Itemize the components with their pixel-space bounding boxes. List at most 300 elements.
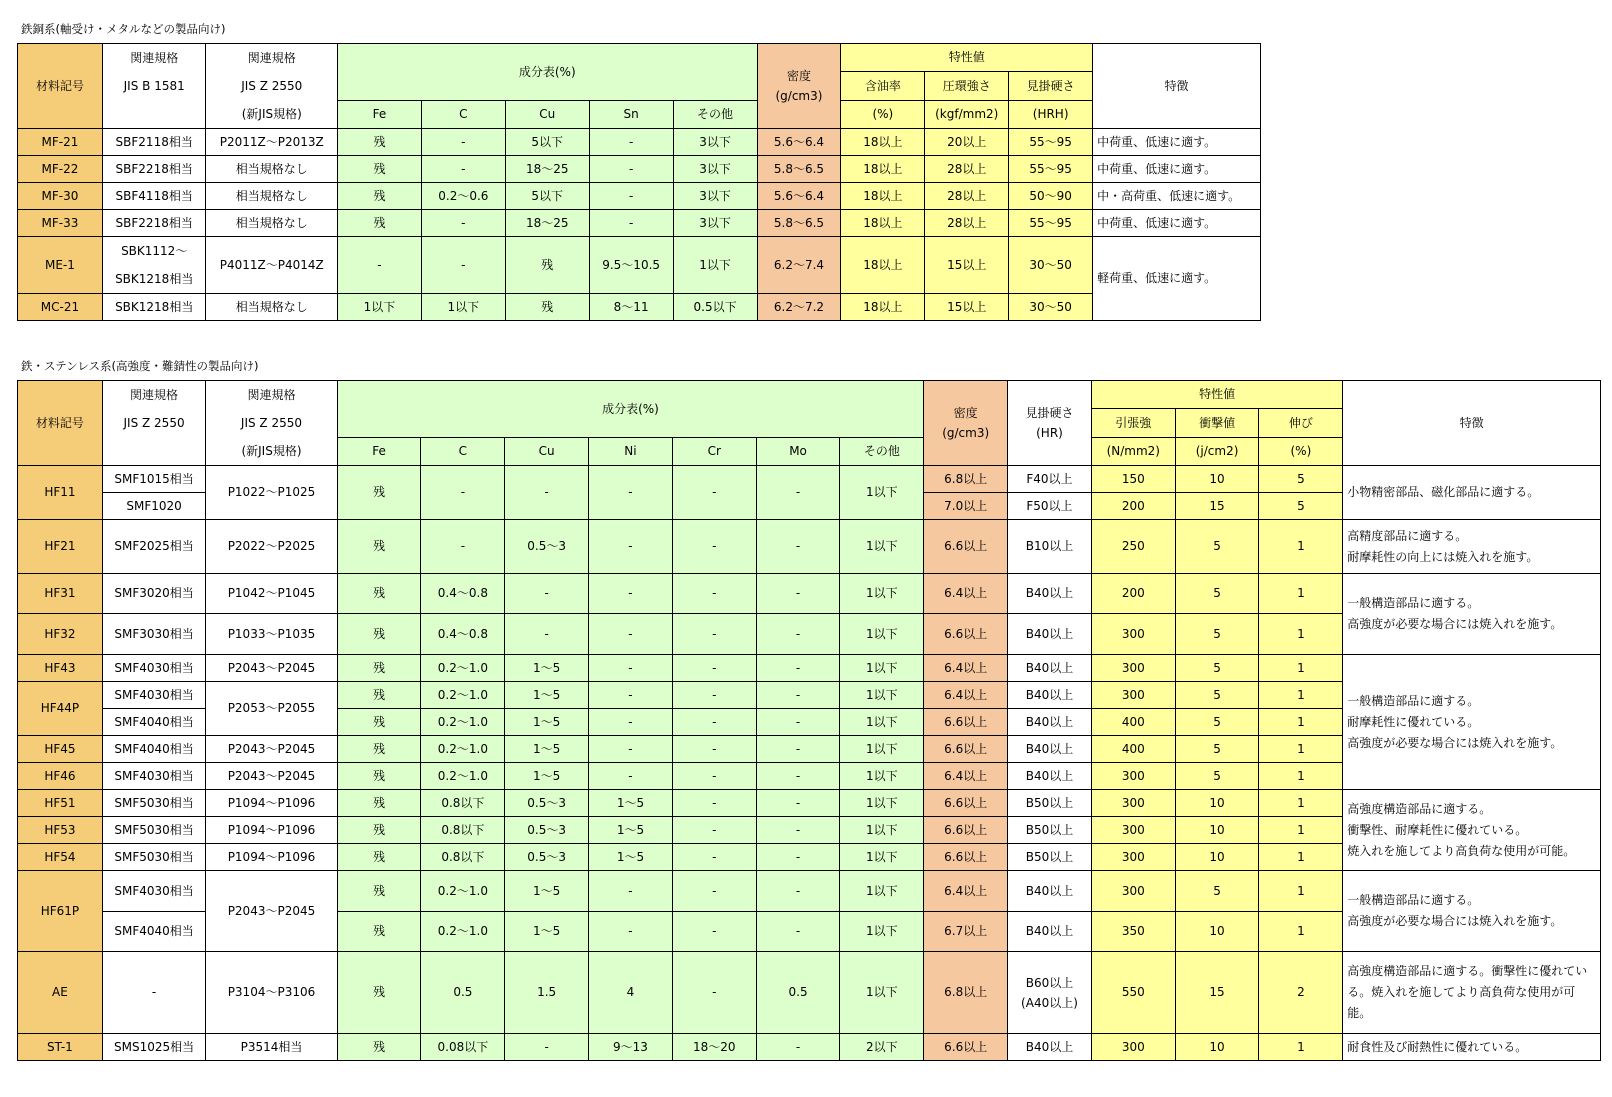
material-code: HF54 xyxy=(18,844,103,871)
std2-cell: P1022～P1025 xyxy=(206,466,337,520)
comp-cell: 0.2～1.0 xyxy=(421,912,505,952)
comp-cell: 1以下 xyxy=(840,763,924,790)
comp-cell: 0.2～1.0 xyxy=(421,871,505,912)
density-cell: 6.7以上 xyxy=(924,912,1008,952)
std2-cell: P1094～P1096 xyxy=(206,790,337,817)
prop-cell: 300 xyxy=(1091,817,1175,844)
prop-cell: 1 xyxy=(1259,817,1343,844)
comp-cell: 3以下 xyxy=(673,210,757,237)
comp-cell: - xyxy=(672,871,756,912)
std2-cell: P1033～P1035 xyxy=(206,614,337,655)
comp-cell: 0.8以下 xyxy=(421,844,505,871)
comp-cell: 9～13 xyxy=(589,1034,673,1061)
comp-cell: 残 xyxy=(337,520,421,574)
comp-cell: 1以下 xyxy=(840,682,924,709)
comp-col-header: C xyxy=(421,437,505,465)
comp-cell: - xyxy=(589,655,673,682)
table-row xyxy=(18,871,1601,912)
comp-cell: - xyxy=(505,466,589,520)
prop-cell: 15 xyxy=(1175,493,1259,520)
std2-cell: 相当規格なし xyxy=(206,156,338,183)
comp-cell: 1以下 xyxy=(421,294,505,321)
comp-cell: 0.5～3 xyxy=(505,817,589,844)
comp-cell: - xyxy=(589,912,673,952)
density-header: 密度 (g/cm3) xyxy=(924,381,1008,466)
comp-cell: - xyxy=(589,682,673,709)
comp-cell: 1～5 xyxy=(505,655,589,682)
comp-cell: - xyxy=(672,736,756,763)
std1-cell: SMF4030相当 xyxy=(102,763,205,790)
comp-cell: 9.5～10.5 xyxy=(589,237,673,294)
comp-cell: 残 xyxy=(337,1034,421,1061)
comp-cell: - xyxy=(756,655,840,682)
comp-cell: - xyxy=(756,1034,840,1061)
hardness-cell: B40以上 xyxy=(1008,736,1092,763)
table-row xyxy=(18,655,1601,682)
comp-cell: 2以下 xyxy=(840,1034,924,1061)
comp-cell: 0.2～1.0 xyxy=(421,682,505,709)
comp-cell: 残 xyxy=(338,183,422,210)
comp-cell: 1.5 xyxy=(505,952,589,1034)
density-cell: 5.8～6.5 xyxy=(757,156,841,183)
comp-cell: 1～5 xyxy=(505,736,589,763)
table-row xyxy=(18,156,1261,183)
comp-cell: 1以下 xyxy=(840,736,924,763)
prop-cell: 10 xyxy=(1175,912,1259,952)
comp-cell: - xyxy=(589,736,673,763)
density-cell: 6.4以上 xyxy=(924,871,1008,912)
comp-cell: 残 xyxy=(337,655,421,682)
prop-cell: 18以上 xyxy=(841,210,925,237)
comp-cell: - xyxy=(421,237,505,294)
std1-cell: SMF4030相当 xyxy=(102,682,205,709)
comp-cell: 0.2～1.0 xyxy=(421,655,505,682)
material-code: HF45 xyxy=(18,736,103,763)
hardness-cell: B50以上 xyxy=(1008,817,1092,844)
density-cell: 6.4以上 xyxy=(924,655,1008,682)
feature-cell: 中荷重、低速に適す。 xyxy=(1093,210,1261,237)
prop-cell: 1 xyxy=(1259,736,1343,763)
density-cell: 6.8以上 xyxy=(924,466,1008,493)
comp-cell: 残 xyxy=(505,237,589,294)
prop-cell: 10 xyxy=(1175,817,1259,844)
properties-header: 特性値 xyxy=(1091,381,1342,409)
comp-cell: - xyxy=(756,614,840,655)
feature-cell: 小物精密部品、磁化部品に適する。 xyxy=(1343,466,1601,520)
comp-cell: 残 xyxy=(337,709,421,736)
comp-cell: 0.5～3 xyxy=(505,790,589,817)
material-code: MF-21 xyxy=(18,129,103,156)
unit-label: (HRH) xyxy=(1009,100,1093,128)
prop-cell: 300 xyxy=(1091,1034,1175,1061)
comp-cell: 1以下 xyxy=(840,912,924,952)
table1-caption: 鉄銅系(軸受け・メタルなどの製品向け) xyxy=(21,22,226,36)
std2-cell: P3104～P3106 xyxy=(206,952,337,1034)
std2-cell: P2053～P2055 xyxy=(206,682,337,736)
comp-cell: - xyxy=(756,790,840,817)
comp-cell: 18～25 xyxy=(505,210,589,237)
comp-cell: 0.2～1.0 xyxy=(421,736,505,763)
hardness-cell: B40以上 xyxy=(1008,763,1092,790)
comp-cell: 0.5～3 xyxy=(505,844,589,871)
feature-cell: 高強度構造部品に適する。 衝撃性、耐摩耗性に優れている。 焼入れを施してより高負荷な使用が可能。 xyxy=(1343,790,1601,871)
comp-cell: 0.8以下 xyxy=(421,817,505,844)
comp-cell: 1～5 xyxy=(589,844,673,871)
density-cell: 5.6～6.4 xyxy=(757,183,841,210)
comp-cell: 残 xyxy=(338,129,422,156)
feature-cell: 耐食性及び耐熱性に優れている。 xyxy=(1343,1034,1601,1061)
prop-cell: 55～95 xyxy=(1009,129,1093,156)
comp-cell: 1～5 xyxy=(505,912,589,952)
prop-cell: 1 xyxy=(1259,1034,1343,1061)
std1-cell: SMF5030相当 xyxy=(102,844,205,871)
prop-cell: 20以上 xyxy=(925,129,1009,156)
hardness-cell: B40以上 xyxy=(1008,709,1092,736)
prop-cell: 400 xyxy=(1091,709,1175,736)
unit-label: (N/mm2) xyxy=(1091,437,1175,465)
hardness-cell: B40以上 xyxy=(1008,912,1092,952)
material-code: MF-30 xyxy=(18,183,103,210)
comp-cell: 残 xyxy=(337,871,421,912)
comp-cell: - xyxy=(756,466,840,520)
std2-cell: P2043～P2045 xyxy=(206,736,337,763)
comp-cell: - xyxy=(672,763,756,790)
std2-cell: P4011Z～P4014Z xyxy=(206,237,338,294)
density-cell: 6.6以上 xyxy=(924,1034,1008,1061)
density-cell: 6.8以上 xyxy=(924,952,1008,1034)
prop-cell: 1 xyxy=(1259,709,1343,736)
prop-cell: 550 xyxy=(1091,952,1175,1034)
hardness-header: 見掛硬さ (HR) xyxy=(1008,381,1092,466)
comp-cell: 0.2～0.6 xyxy=(421,183,505,210)
comp-cell: 5以下 xyxy=(505,183,589,210)
comp-cell: - xyxy=(756,574,840,614)
std1-cell: SMF1020 xyxy=(102,493,205,520)
comp-cell: - xyxy=(589,574,673,614)
comp-cell: 1以下 xyxy=(338,294,422,321)
feature-cell: 一般構造部品に適する。 高強度が必要な場合には焼入れを施す。 xyxy=(1343,574,1601,655)
comp-cell: - xyxy=(589,210,673,237)
comp-cell: 1以下 xyxy=(673,237,757,294)
comp-cell: - xyxy=(672,912,756,952)
hardness-cell: B40以上 xyxy=(1008,574,1092,614)
prop-cell: 300 xyxy=(1091,682,1175,709)
iron-stainless-table xyxy=(17,380,1601,1061)
hardness-cell: B40以上 xyxy=(1008,614,1092,655)
density-cell: 6.2～7.4 xyxy=(757,237,841,294)
comp-cell: - xyxy=(338,237,422,294)
comp-cell: - xyxy=(756,736,840,763)
std2-header: 関連規格 JIS Z 2550 (新JIS規格) xyxy=(206,44,338,129)
prop-cell: 18以上 xyxy=(841,129,925,156)
prop-cell: 300 xyxy=(1091,655,1175,682)
hardness-cell: B40以上 xyxy=(1008,1034,1092,1061)
feature-cell: 中・高荷重、低速に適す。 xyxy=(1093,183,1261,210)
comp-cell: 1～5 xyxy=(589,817,673,844)
feature-header: 特徴 xyxy=(1093,44,1261,129)
comp-col-header: Sn xyxy=(589,100,673,128)
hardness-header: 見掛硬さ xyxy=(1009,72,1093,100)
comp-cell: - xyxy=(672,952,756,1034)
comp-cell: 3以下 xyxy=(673,156,757,183)
material-code: MC-21 xyxy=(18,294,103,321)
comp-cell: 0.08以下 xyxy=(421,1034,505,1061)
unit-label: (j/cm2) xyxy=(1175,437,1259,465)
material-code: MF-33 xyxy=(18,210,103,237)
hardness-cell: B40以上 xyxy=(1008,655,1092,682)
impact-header: 衝撃値 xyxy=(1175,409,1259,437)
material-code: HF46 xyxy=(18,763,103,790)
unit-label: (kgf/mm2) xyxy=(925,100,1009,128)
material-code: HF31 xyxy=(18,574,103,614)
comp-cell: 1～5 xyxy=(505,871,589,912)
comp-cell: 残 xyxy=(337,614,421,655)
std2-cell: P2043～P2045 xyxy=(206,655,337,682)
table-row xyxy=(18,183,1261,210)
material-header: 材料記号 xyxy=(18,381,103,466)
comp-col-header: Fe xyxy=(337,437,421,465)
comp-cell: 0.2～1.0 xyxy=(421,709,505,736)
comp-cell: 1以下 xyxy=(840,574,924,614)
prop-cell: 5 xyxy=(1175,614,1259,655)
comp-cell: 0.5以下 xyxy=(673,294,757,321)
prop-cell: 1 xyxy=(1259,614,1343,655)
comp-cell: 1以下 xyxy=(840,790,924,817)
feature-cell: 軽荷重、低速に適す。 xyxy=(1093,237,1261,321)
comp-cell: 1以下 xyxy=(840,952,924,1034)
comp-cell: - xyxy=(589,183,673,210)
material-code: HF11 xyxy=(18,466,103,520)
comp-cell: 残 xyxy=(337,912,421,952)
std2-cell: 相当規格なし xyxy=(206,183,338,210)
prop-cell: 300 xyxy=(1091,871,1175,912)
material-code: HF61P xyxy=(18,871,103,952)
comp-cell: 残 xyxy=(337,817,421,844)
prop-cell: 300 xyxy=(1091,614,1175,655)
comp-cell: - xyxy=(589,709,673,736)
comp-col-header: Cu xyxy=(505,437,589,465)
prop-cell: 1 xyxy=(1259,844,1343,871)
prop-cell: 15以上 xyxy=(925,294,1009,321)
comp-cell: - xyxy=(589,466,673,520)
hardness-cell: F50以上 xyxy=(1008,493,1092,520)
material-code: HF44P xyxy=(18,682,103,736)
prop-cell: 200 xyxy=(1091,493,1175,520)
std1-cell: SMF4040相当 xyxy=(102,912,205,952)
comp-cell: 5以下 xyxy=(505,129,589,156)
comp-cell: - xyxy=(756,817,840,844)
table-row xyxy=(18,520,1601,574)
comp-cell: - xyxy=(505,614,589,655)
prop-cell: 55～95 xyxy=(1009,156,1093,183)
comp-col-header: C xyxy=(421,100,505,128)
feature-cell: 一般構造部品に適する。 高強度が必要な場合には焼入れを施す。 xyxy=(1343,871,1601,952)
density-cell: 6.6以上 xyxy=(924,709,1008,736)
density-cell: 6.6以上 xyxy=(924,736,1008,763)
comp-cell: 0.4～0.8 xyxy=(421,574,505,614)
prop-cell: 1 xyxy=(1259,871,1343,912)
std2-cell: 相当規格なし xyxy=(206,294,338,321)
comp-cell: - xyxy=(589,871,673,912)
prop-cell: 30～50 xyxy=(1009,237,1093,294)
std1-cell: SBK1218相当 xyxy=(102,294,206,321)
comp-cell: 残 xyxy=(337,466,421,520)
comp-cell: 残 xyxy=(337,763,421,790)
density-header: 密度 (g/cm3) xyxy=(757,44,841,129)
prop-cell: 1 xyxy=(1259,574,1343,614)
comp-cell: - xyxy=(672,574,756,614)
prop-cell: 5 xyxy=(1175,709,1259,736)
composition-header: 成分表(%) xyxy=(337,381,924,438)
prop-cell: 5 xyxy=(1175,763,1259,790)
comp-cell: 0.8以下 xyxy=(421,790,505,817)
prop-cell: 400 xyxy=(1091,736,1175,763)
table-row xyxy=(18,790,1601,817)
std1-cell: SMF1015相当 xyxy=(102,466,205,493)
table-row xyxy=(18,237,1261,294)
prop-cell: 300 xyxy=(1091,844,1175,871)
tensile-header: 引張強 xyxy=(1091,409,1175,437)
density-cell: 5.6～6.4 xyxy=(757,129,841,156)
std1-cell: SMF5030相当 xyxy=(102,790,205,817)
comp-cell: 残 xyxy=(338,210,422,237)
std1-cell: SMS1025相当 xyxy=(102,1034,205,1061)
comp-cell: 1～5 xyxy=(589,790,673,817)
std1-cell: SBF2218相当 xyxy=(102,210,206,237)
std2-cell: P1042～P1045 xyxy=(206,574,337,614)
comp-cell: 残 xyxy=(337,952,421,1034)
density-cell: 6.6以上 xyxy=(924,520,1008,574)
comp-cell: - xyxy=(589,520,673,574)
comp-cell: - xyxy=(421,466,505,520)
prop-cell: 5 xyxy=(1175,736,1259,763)
comp-cell: - xyxy=(421,210,505,237)
std1-cell: SMF4030相当 xyxy=(102,871,205,912)
comp-cell: - xyxy=(589,156,673,183)
comp-cell: 0.5 xyxy=(756,952,840,1034)
comp-cell: - xyxy=(756,763,840,790)
hardness-cell: B50以上 xyxy=(1008,844,1092,871)
comp-cell: - xyxy=(756,682,840,709)
table-row xyxy=(18,1034,1601,1061)
elongation-header: 伸び xyxy=(1259,409,1343,437)
comp-cell: - xyxy=(672,655,756,682)
comp-cell: 残 xyxy=(337,682,421,709)
prop-cell: 300 xyxy=(1091,790,1175,817)
prop-cell: 18以上 xyxy=(841,294,925,321)
comp-cell: - xyxy=(672,844,756,871)
prop-cell: 15 xyxy=(1175,952,1259,1034)
hardness-cell: B60以上 (A40以上) xyxy=(1008,952,1092,1034)
comp-cell: 1以下 xyxy=(840,466,924,520)
prop-cell: 50～90 xyxy=(1009,183,1093,210)
std1-cell: SBF2118相当 xyxy=(102,129,206,156)
comp-cell: 3以下 xyxy=(673,129,757,156)
std2-cell: P1094～P1096 xyxy=(206,844,337,871)
prop-cell: 5 xyxy=(1175,682,1259,709)
comp-cell: 1～5 xyxy=(505,682,589,709)
composition-header: 成分表(%) xyxy=(338,44,758,101)
std2-cell: P2043～P2045 xyxy=(206,763,337,790)
prop-cell: 10 xyxy=(1175,1034,1259,1061)
prop-cell: 1 xyxy=(1259,790,1343,817)
prop-cell: 250 xyxy=(1091,520,1175,574)
comp-cell: 3以下 xyxy=(673,183,757,210)
properties-header: 特性値 xyxy=(841,44,1093,72)
feature-cell: 高精度部品に適する。 耐摩耗性の向上には焼入れを施す。 xyxy=(1343,520,1601,574)
prop-cell: 28以上 xyxy=(925,183,1009,210)
unit-label: (%) xyxy=(1259,437,1343,465)
comp-col-header: Mo xyxy=(756,437,840,465)
hardness-cell: B10以上 xyxy=(1008,520,1092,574)
prop-cell: 30～50 xyxy=(1009,294,1093,321)
std2-cell: 相当規格なし xyxy=(206,210,338,237)
prop-cell: 15以上 xyxy=(925,237,1009,294)
comp-cell: 0.2～1.0 xyxy=(421,763,505,790)
crushing-strength-header: 圧環強さ xyxy=(925,72,1009,100)
hardness-cell: B40以上 xyxy=(1008,871,1092,912)
comp-cell: 0.5 xyxy=(421,952,505,1034)
comp-cell: - xyxy=(756,709,840,736)
comp-cell: 1以下 xyxy=(840,844,924,871)
prop-cell: 18以上 xyxy=(841,183,925,210)
std2-cell: P2043～P2045 xyxy=(206,871,337,952)
comp-cell: - xyxy=(756,520,840,574)
density-cell: 6.6以上 xyxy=(924,790,1008,817)
prop-cell: 1 xyxy=(1259,912,1343,952)
comp-cell: 残 xyxy=(505,294,589,321)
density-cell: 5.8～6.5 xyxy=(757,210,841,237)
table-row xyxy=(18,129,1261,156)
material-code: HF43 xyxy=(18,655,103,682)
comp-cell: - xyxy=(589,763,673,790)
comp-cell: 残 xyxy=(337,736,421,763)
material-header: 材料記号 xyxy=(18,44,103,129)
comp-cell: 8～11 xyxy=(589,294,673,321)
material-code: HF21 xyxy=(18,520,103,574)
prop-cell: 5 xyxy=(1259,493,1343,520)
density-cell: 6.6以上 xyxy=(924,817,1008,844)
prop-cell: 1 xyxy=(1259,682,1343,709)
comp-cell: - xyxy=(756,871,840,912)
comp-cell: - xyxy=(672,817,756,844)
comp-cell: 1以下 xyxy=(840,614,924,655)
density-cell: 6.4以上 xyxy=(924,574,1008,614)
density-cell: 7.0以上 xyxy=(924,493,1008,520)
std1-cell: SBF4118相当 xyxy=(102,183,206,210)
density-cell: 6.4以上 xyxy=(924,763,1008,790)
feature-cell: 中荷重、低速に適す。 xyxy=(1093,156,1261,183)
comp-cell: 残 xyxy=(337,790,421,817)
material-code: ST-1 xyxy=(18,1034,103,1061)
table2-caption: 鉄・ステンレス系(高強度・難錆性の製品向け) xyxy=(21,359,259,373)
hardness-cell: B40以上 xyxy=(1008,682,1092,709)
density-cell: 6.6以上 xyxy=(924,614,1008,655)
prop-cell: 300 xyxy=(1091,763,1175,790)
prop-cell: 18以上 xyxy=(841,237,925,294)
std2-header: 関連規格 JIS Z 2550 (新JIS規格) xyxy=(206,381,337,466)
density-cell: 6.6以上 xyxy=(924,844,1008,871)
std1-cell: SMF3030相当 xyxy=(102,614,205,655)
table-row xyxy=(18,952,1601,1034)
feature-header: 特徴 xyxy=(1343,381,1601,466)
std1-cell: SMF3020相当 xyxy=(102,574,205,614)
comp-cell: - xyxy=(589,614,673,655)
comp-cell: 0.4～0.8 xyxy=(421,614,505,655)
prop-cell: 28以上 xyxy=(925,156,1009,183)
std2-cell: P3514相当 xyxy=(206,1034,337,1061)
prop-cell: 28以上 xyxy=(925,210,1009,237)
